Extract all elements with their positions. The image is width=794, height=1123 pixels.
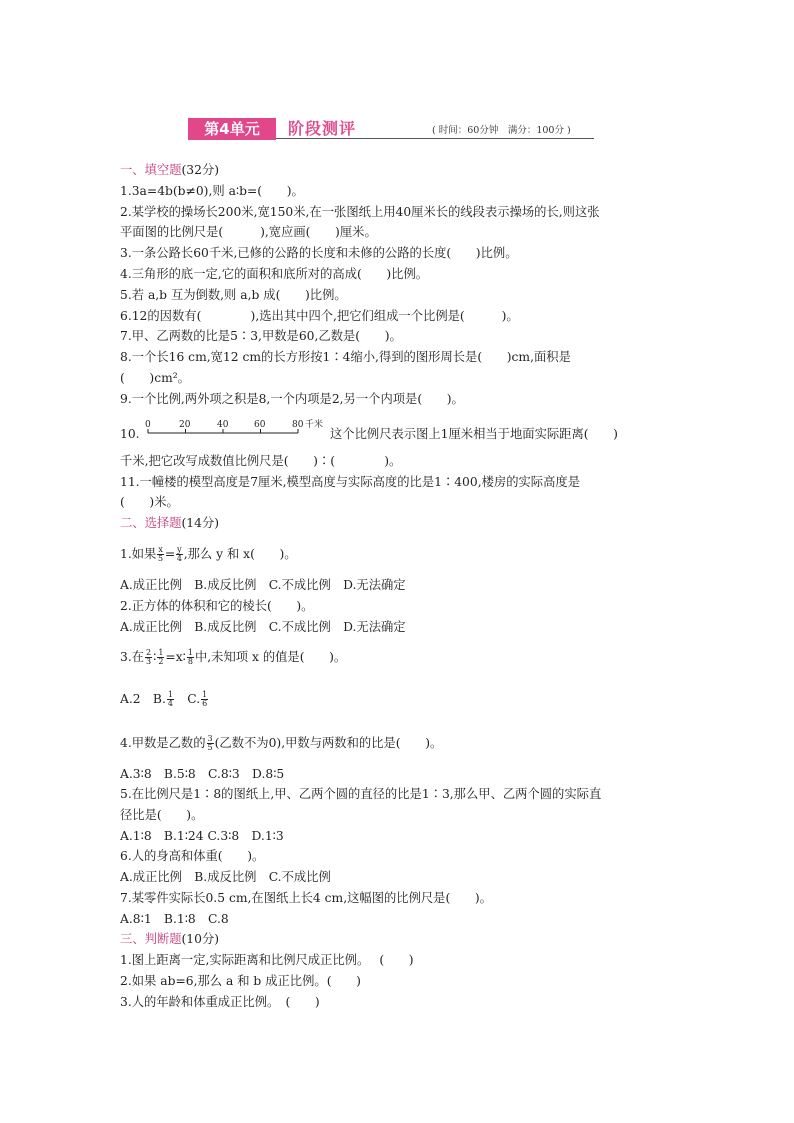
ratio-sign: ∶	[153, 650, 157, 664]
question-3-1: 1.图上距离一定,实际距离和比例尺成正比例。 ( )	[120, 953, 414, 967]
question-2-1	[120, 546, 297, 563]
fraction-denominator: 8	[187, 657, 193, 666]
section-points: (32分)	[181, 163, 220, 177]
fraction-denominator: 2	[158, 657, 164, 666]
fraction-2-over-3	[145, 649, 152, 666]
question-3-3: 3.人的年龄和体重成正比例。 ( )	[120, 995, 320, 1009]
fraction-1-over-2	[157, 649, 164, 666]
scale-tick-0: 0	[145, 420, 151, 430]
fraction-3-over-5	[207, 735, 214, 752]
question-1-10-line2: 千米,把它改写成数值比例尺是( )∶( )。	[120, 454, 402, 468]
scale-unit: 千米	[305, 420, 324, 430]
fraction-numerator: 1	[202, 690, 208, 699]
question-2-5-options: A.1∶8 B.1∶24 C.3∶8 D.1∶3	[120, 829, 284, 843]
section-title-choice	[120, 515, 219, 531]
section-title-text: 二、选择题	[120, 516, 182, 530]
question-1-3: 3.一条公路长60千米,已修的公路的长度和未修的公路的长度( )比例。	[120, 246, 518, 260]
scale-tick-60: 60	[254, 420, 266, 430]
question-1-10-number: 10.	[120, 427, 140, 441]
q2-1-suffix: ,那么 y 和 x( )。	[183, 547, 297, 561]
question-1-7: 7.甲、乙两数的比是5∶3,甲数是60,乙数是( )。	[120, 329, 402, 343]
question-1-2-line2: 平面图的比例尺是( ),宽应画( )厘米。	[120, 225, 377, 239]
question-1-8-line1: 8.一个长16 cm,宽12 cm的长方形按1∶4缩小,得到的图形周长是( )cm,面积是	[120, 350, 571, 364]
scale-tick-40: 40	[217, 420, 229, 430]
question-2-7: 7.某零件实际长0.5 cm,在图纸上长4 cm,这幅图的比例尺是( )。	[120, 891, 492, 905]
header-title: 阶段测评	[288, 119, 357, 138]
fraction-numerator: 3	[207, 734, 213, 743]
section-points: (14分)	[181, 516, 220, 530]
question-2-4	[120, 735, 442, 752]
scale-tick-80: 80	[292, 420, 304, 430]
question-2-2: 2.正方体的体积和它的棱长( )。	[120, 599, 314, 613]
question-1-11-line2: ( )米。	[120, 495, 179, 509]
question-2-5-line1: 5.在比例尺是1∶8的图纸上,甲、乙两个圆的直径的比是1∶3,那么甲、乙两个圆的实际直	[120, 787, 602, 801]
section-title-text: 一、填空题	[120, 163, 182, 177]
q2-3-suffix: 中,未知项 x 的值是( )。	[194, 650, 347, 664]
fraction-denominator: 4	[167, 699, 173, 708]
fraction-1-over-4	[167, 691, 174, 708]
fraction-numerator: y	[177, 545, 182, 554]
question-1-8-line2: ( )cm²。	[120, 371, 190, 385]
question-1-2-line1: 2.某学校的操场长200米,宽150米,在一张图纸上用40厘米长的线段表示操场的长,则这张	[120, 205, 600, 219]
section-title-true-false	[120, 931, 219, 947]
fraction-1-over-6	[201, 691, 208, 708]
question-1-9: 9.一个比例,两外项之积是8,一个内项是2,另一个内项是( )。	[120, 392, 464, 406]
fraction-numerator: 1	[158, 648, 164, 657]
option-a-b-prefix: A.2 B.	[120, 692, 166, 706]
section-points: (10分)	[181, 932, 220, 946]
fraction-denominator: 5	[158, 554, 164, 563]
question-1-11-line1: 11.一幢楼的模型高度是7厘米,模型高度与实际高度的比是1∶400,楼房的实际高度是	[120, 475, 580, 489]
q2-3-prefix: 3.在	[120, 650, 145, 664]
question-1-4: 4.三角形的底一定,它的面积和底所对的高成( )比例。	[120, 267, 429, 281]
question-1-1: 1.3a=4b(b≠0),则 a∶b=( )。	[120, 184, 304, 198]
question-2-5-line2: 径比是( )。	[120, 808, 204, 822]
q2-1-prefix: 1.如果	[120, 547, 157, 561]
scale-tick-20: 20	[179, 420, 191, 430]
fraction-denominator: 5	[207, 743, 213, 752]
fraction-denominator: 3	[146, 657, 152, 666]
question-2-4-options: A.3∶8 B.5∶8 C.8∶3 D.8∶5	[120, 767, 285, 781]
question-1-10-line1: 这个比例尺表示图上1厘米相当于地面实际距离( )	[330, 427, 618, 441]
question-2-6: 6.人的身高和体重( )。	[120, 849, 265, 863]
q2-4-suffix: (乙数不为0),甲数与两数和的比是( )。	[214, 736, 443, 750]
fraction-1-over-8	[187, 649, 194, 666]
question-2-1-options: A.成正比例 B.成反比例 C.不成比例 D.无法确定	[120, 578, 406, 592]
fraction-x-over-5	[157, 546, 164, 563]
line-scale-bar	[146, 420, 326, 440]
q2-4-prefix: 4.甲数是乙数的	[120, 736, 206, 750]
equals-x-ratio: =x∶	[165, 650, 186, 664]
question-2-3	[120, 649, 346, 666]
fraction-numerator: 1	[167, 690, 173, 699]
question-2-7-options: A.8∶1 B.1∶8 C.8	[120, 912, 229, 926]
question-3-2: 2.如果 ab=6,那么 a 和 b 成正比例。( )	[120, 974, 361, 988]
fraction-numerator: 1	[187, 648, 193, 657]
question-1-5: 5.若 a,b 互为倒数,则 a,b 成( )比例。	[120, 288, 347, 302]
question-2-2-options: A.成正比例 B.成反比例 C.不成比例 D.无法确定	[120, 620, 406, 634]
header-underline	[276, 138, 594, 139]
fraction-denominator: 4	[176, 554, 182, 563]
fraction-y-over-4	[176, 546, 183, 563]
question-1-6: 6.12的因数有( ),选出其中四个,把它们组成一个比例是( )。	[120, 309, 519, 323]
option-c-prefix: C.	[174, 692, 201, 706]
section-title-text: 三、判断题	[120, 932, 182, 946]
header-time-score: ( 时间：60分钟 满分：100分 )	[432, 125, 571, 136]
equals-sign: =	[164, 547, 176, 561]
fraction-numerator: x	[158, 545, 163, 554]
fraction-numerator: 2	[146, 648, 152, 657]
question-2-6-options: A.成正比例 B.成反比例 C.不成比例	[120, 870, 331, 884]
section-title-fill-blank	[120, 162, 219, 178]
unit-badge: 第4单元	[188, 118, 276, 140]
question-2-3-options	[120, 691, 209, 708]
unit-header	[188, 118, 604, 140]
fraction-denominator: 6	[202, 699, 208, 708]
